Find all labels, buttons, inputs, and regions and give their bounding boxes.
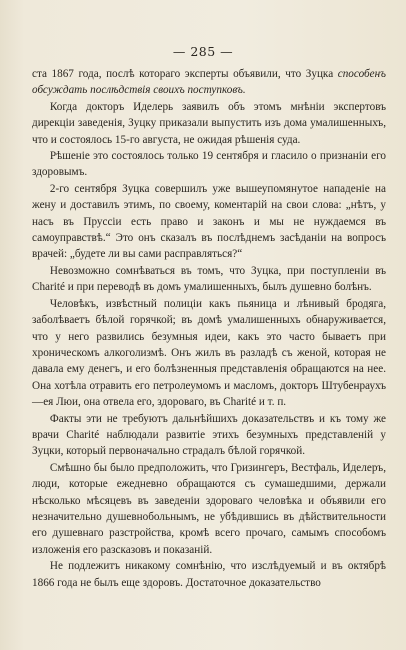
paragraph — [32, 558, 386, 591]
paragraph — [32, 181, 386, 263]
italic-text: способенъ обсуждать послѣдствія своихъ поступковъ. — [32, 68, 386, 97]
paragraph — [32, 66, 386, 99]
paragraph — [32, 411, 386, 460]
paragraph — [32, 148, 386, 181]
page-number: — 285 — — [172, 44, 234, 59]
paragraph — [32, 460, 386, 558]
paragraph-text: Смѣшно бы было предположить, что Гризингеръ, Вестфаль, Иделеръ, люди, которые ежедневно обращаются съ сумашедшими, держали нѣсколько мѣсяцевъ въ заведеніи здороваго человѣка и объявили его незначительно душевнобольнымъ, не убѣдившись въ дѣйствительности его душевнаго разстройства, кромѣ всего прочаго, самымъ способомъ изложенія его разсказовъ и показаній. — [32, 461, 386, 556]
paragraph-text: Когда докторъ Иделерь заявилъ объ этомъ мнѣніи экспертовъ дирекціи заведенія, Зуцку приказали выпустить изъ дома умалишенныхъ, что и состоялось 15-го августа, не ожидая рѣшенія суда. — [32, 100, 386, 146]
paragraph — [32, 296, 386, 411]
paragraph-text: ста 1867 года, послѣ котораго эксперты объявили, что Зуцка — [32, 68, 338, 80]
paragraph-text: Не подлежитъ никакому сомнѣнію, что изслѣдуемый и въ октябрѣ 1866 года не былъ еще здоровъ. Достаточное доказательство — [32, 560, 386, 589]
body-text — [32, 66, 386, 591]
paragraph-text: 2-го сентября Зуцка совершилъ уже вышеупомянутое нападеніе на жену и доставилъ этимъ, по своему, коментарій на свои слова: „нѣтъ, у насъ въ Пруссіи есть право и законъ и мы не нуждаемся въ самоуправствѣ.“ Это онъ сказалъ въ послѣднемъ засѣданіи на вопросъ врачей: „будете ли вы сами расправляться?“ — [32, 182, 386, 261]
paragraph — [32, 263, 386, 296]
paragraph-text: Факты эти не требуютъ дальнѣйшихъ доказательствъ и къ тому же врачи Charité наблюдали развитіе этихъ безумныхъ представленій у Зуцки, который первоначально страдалъ бѣлой горячкой. — [32, 412, 386, 458]
paragraph-text: Человѣкъ, извѣстный полиціи какъ пьяница и лѣнивый бродяга, заболѣваетъ бѣлой горячкой; въ домѣ умалишенныхъ обнаруживается, что у него развились безумныя идеи, какъ это часто бываетъ при хроническомъ алкоголизмѣ. Онъ жилъ въ разладѣ съ женой, которая не давала ему денегъ, и его болѣзненныя представленія обращаются на нее. Она хотѣла отравить его петролеумомъ и масломъ, докторъ Штубенраухъ—ея Люи, она отвела его, здороваго, въ Charité и т. п. — [32, 297, 386, 409]
paragraph-text: Рѣшеніе это состоялось только 19 сентября и гласило о признаніи его здоровымъ. — [32, 150, 386, 179]
paragraph — [32, 99, 386, 148]
paragraph-text: Невозможно сомнѣваться въ томъ, что Зуцка, при поступленіи въ Charité и при переводѣ въ домъ умалишенныхъ, былъ душевно болѣнъ. — [32, 264, 386, 294]
